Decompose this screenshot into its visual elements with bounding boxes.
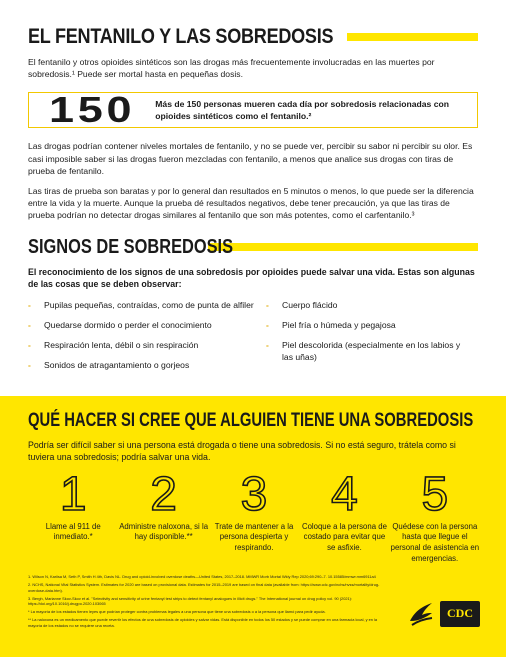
step-text: Trate de mantener a la persona despierta y respirando. <box>214 521 294 552</box>
reference-item: ** La naloxona es un medicamento que puede revertir los efectos de una sobredosis de opioides y salvar vidas. Está disponible en todos los 50 estados y se puede comprar en una farmacia local, y en la mayoría de los estados no se requiere una receta. <box>28 617 378 628</box>
signs-list-left <box>28 300 266 379</box>
list-item: - Respiración lenta, débil o sin respiración <box>28 340 266 352</box>
signs-heading-row <box>28 236 478 258</box>
step-number: 5 <box>421 467 449 521</box>
list-item: - Sonidos de atragantamiento o gorjeos <box>28 360 266 372</box>
step-4 <box>299 467 389 564</box>
signs-list-right <box>266 300 466 379</box>
step-number: 4 <box>331 467 358 521</box>
steps-row <box>28 467 480 564</box>
reference-item: 3. Bergh, Marianne Skov-Skov et al. "Selectivity and sensitivity of urine fentanyl test strips to detect fentanyl analogues in illicit drugs." The International journal on drug policy vol. 90 (2021): https://doi.org/10.1016/j.drugpo.2020.103065 <box>28 595 353 606</box>
step-number: 3 <box>240 467 268 521</box>
step-text: Llame al 911 de inmediato.* <box>45 521 101 542</box>
signs-underline-bar <box>208 243 478 251</box>
step-3 <box>209 467 299 564</box>
footer <box>28 574 480 631</box>
title-underline-bar <box>347 33 478 41</box>
step-number: 2 <box>150 467 177 521</box>
paragraph-test-strips: Las tiras de prueba son baratas y por lo general dan resultados en 5 minutos o menos, lo que puede ser la diferencia entre la vida y la muerte. Aunque la prueba dé resultados negativos, debe tener precaución, ya que las tiras de prueba podrían no detectar drogas similares al fentanilo que son más potentes, como el carfentanilo.³ <box>28 186 474 221</box>
list-item: - Pupilas pequeñas, contraídas, como de punta de alfiler <box>28 300 266 312</box>
signs-columns <box>28 300 478 379</box>
reference-item: 2. NCHS, National Vital Statistics System. Estimates for 2020 are based on provisional data. Estimates for 2015–2019 are based on final data (available from: https://www.cdc.gov/nchs/nvss/mortality/drug-overdose-data.htm). <box>28 582 380 593</box>
list-item: - Piel fría o húmeda y pegajosa <box>266 320 466 332</box>
list-item: - Cuerpo flácido <box>266 300 466 312</box>
title-row <box>28 26 478 48</box>
list-item: - Quedarse dormido o perder el conocimiento <box>28 320 266 332</box>
signs-heading: SIGNOS DE SOBREDOSIS <box>28 235 234 258</box>
step-text: Quédese con la persona hasta que llegue el personal de asistencia en emergencias. <box>390 521 480 563</box>
list-item: - Piel descolorida (especialmente en los labios y las uñas) <box>266 340 466 364</box>
step-2 <box>118 467 209 564</box>
step-5 <box>390 467 480 564</box>
step-number: 1 <box>59 467 87 521</box>
references <box>28 574 390 631</box>
cdc-logo <box>406 596 480 631</box>
reference-item: * La mayoría de los estados tienen leyes que podrían proteger contra problemas legales a una persona que tiene una sobredosis o a la persona que llamó para pedir ayuda. <box>28 609 326 615</box>
paragraph-undetectable: Las drogas podrían contener niveles mortales de fentanilo, y no se puede ver, percibir su sabor ni percibir su olor. Es casi imposible saber si las drogas fueron mezcladas con fentanilo, a menos que analice sus drogas con tiras de prueba de fentanilo. <box>28 141 473 176</box>
what-to-do-lead: Podría ser difícil saber si una persona está drogada o tiene una sobredosis. Si no está seguro, trátela como si tuviera una sobredosis; podría salvar una vida. <box>28 440 456 463</box>
stat-text: Más de 150 personas mueren cada día por sobredosis relacionadas con opioides sintéticos como el fentanilo.² <box>155 99 449 122</box>
step-1 <box>28 467 118 564</box>
reference-item: 1. Wilson N, Kariisa M, Seth P, Smith H 4th, Davis NL. Drug and opioid-involved overdose deaths—United States, 2017–2018. MMWR Morb Mortal Wkly Rep 2020;69:290–7. 10.15585/mmwr.mm6911a4 <box>28 574 376 580</box>
cdc-logo-box: CDC <box>440 601 480 627</box>
signs-lead: El reconocimiento de los signos de una sobredosis por opioides puede salvar una vida. Estas son algunas de las cosas que se deben observar: <box>28 266 475 290</box>
intro-paragraph: El fentanilo y otros opioides sintéticos son las drogas más frecuentemente involucradas en las muertes por sobredosis.¹ Puede ser mortal hasta en pequeñas dosis. <box>28 57 435 80</box>
stat-callout-box <box>28 89 478 131</box>
what-to-do-heading: QUÉ HACER SI CREE QUE ALGUIEN TIENE UNA SOBREDOSIS <box>28 410 474 431</box>
step-text: Administre naloxona, si la hay disponible.** <box>119 521 209 542</box>
step-text: Coloque a la persona de costado para evitar que se asfixie. <box>301 521 387 552</box>
hhs-eagle-icon <box>406 599 436 629</box>
what-to-do-section <box>0 396 506 657</box>
stat-number: 150 <box>49 89 136 131</box>
page-title: EL FENTANILO Y LAS SOBREDOSIS <box>28 25 334 48</box>
